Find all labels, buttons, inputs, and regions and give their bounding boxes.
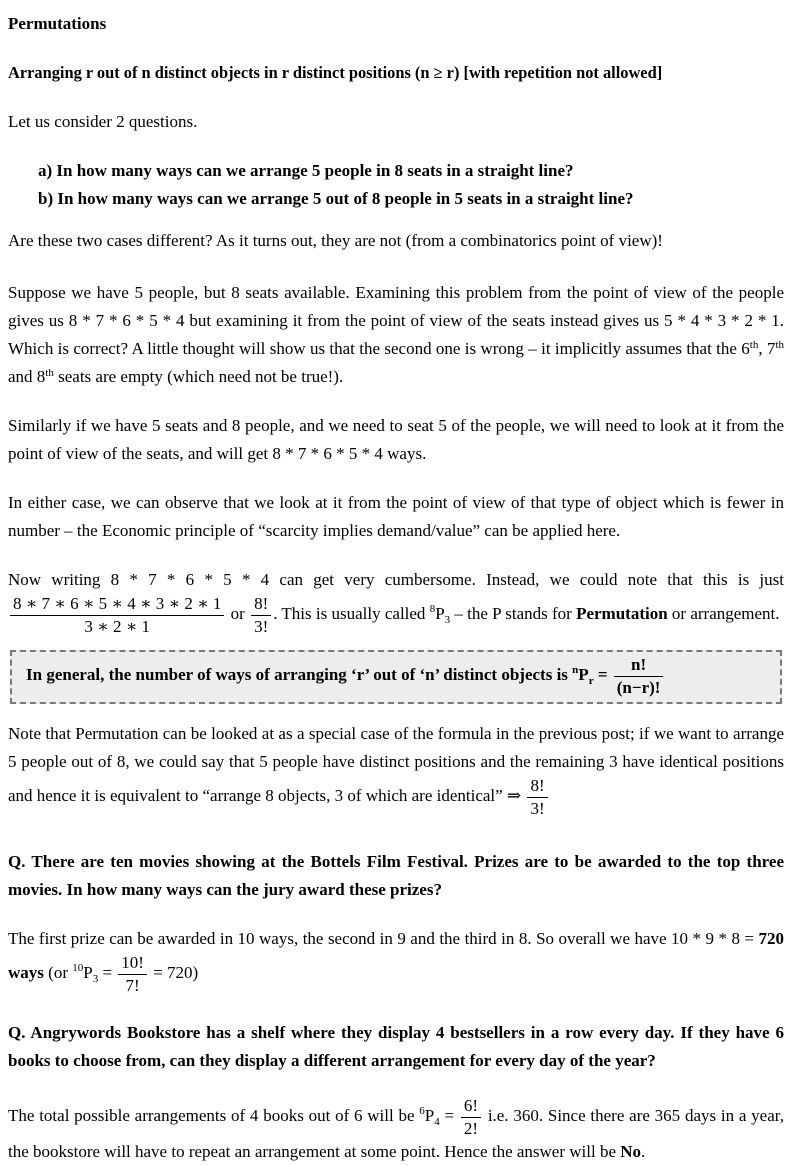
text-segment: (or bbox=[43, 963, 73, 983]
npr-subscript: 3 bbox=[444, 613, 451, 626]
npr-subscript: r bbox=[588, 675, 594, 688]
rule-text: In general, the number of ways of arranging ‘r’ out of ‘n’ distinct objects is bbox=[26, 665, 573, 685]
fraction-8-over-3 bbox=[251, 594, 271, 636]
emphasis-permutation: Permutation bbox=[576, 603, 668, 623]
paragraph-either-case: In either case, we can observe that we look at it from the point of view of that type of object which is fewer in number – the Economic principle of “scarcity implies demand/value” can be applied here. bbox=[8, 493, 784, 540]
emphasis-no: No bbox=[620, 1142, 642, 1162]
fraction-numerator: 8 ∗ 7 ∗ 6 ∗ 5 ∗ 4 ∗ 3 ∗ 2 ∗ 1 bbox=[10, 594, 224, 616]
fraction-numerator: 6! bbox=[461, 1096, 481, 1118]
fraction-n-over-n-minus-r bbox=[614, 655, 664, 697]
npr-base: P bbox=[435, 603, 445, 623]
npr-notation-8P3 bbox=[429, 602, 451, 626]
text-segment: The first prize can be awarded in 10 ways, the second in 9 and the third in 8. So overall we have 10 * 9 * 8 = bbox=[8, 929, 759, 949]
fraction-factorial-expansion bbox=[10, 594, 224, 636]
paragraph-different: Are these two cases different? As it turns out, they are not (from a combinatorics point of view)! bbox=[8, 231, 663, 250]
fraction-numerator: 10! bbox=[118, 953, 147, 975]
npr-superscript: 10 bbox=[72, 962, 84, 975]
text-segment: Suppose we have 5 people, but 8 seats available. Examining this problem from the point of view of the people gives us 8 * 7 * 6 * 5 * 4 but examining it from the point of view of the seats instead gives us 5 * 4 * 3 * 2 * 1. Which is correct? A little thought will show us that the second one is wrong – it implicitly assumes that the 6 bbox=[8, 283, 784, 358]
fraction-numerator: 8! bbox=[527, 776, 547, 798]
fraction-denominator: (n−r)! bbox=[616, 677, 661, 697]
equals-sign: = bbox=[593, 665, 612, 685]
text-segment: The total possible arrangements of 4 books out of 6 will be bbox=[8, 1106, 420, 1126]
fraction-numerator: n! bbox=[614, 655, 664, 677]
text-segment: seats are empty (which need not be true!). bbox=[53, 367, 344, 386]
text-segment: – the P stands for bbox=[450, 603, 577, 623]
section-heading: Arranging r out of n distinct objects in r distinct positions (n ≥ r) [with repetition not allowed] bbox=[8, 63, 663, 82]
ordinal-superscript: th bbox=[775, 339, 784, 351]
paragraph-consider: Let us consider 2 questions. bbox=[8, 112, 198, 131]
npr-base: P bbox=[578, 665, 589, 685]
npr-subscript: 4 bbox=[434, 1116, 440, 1129]
fraction-10-over-7 bbox=[118, 953, 147, 995]
equals-sign: = bbox=[98, 963, 117, 983]
answer-movies bbox=[8, 925, 784, 995]
answer-bookstore bbox=[8, 1096, 784, 1166]
npr-notation-10P3 bbox=[72, 962, 99, 986]
text-segment: i.e. 360. Since there are 365 days in a year, the bookstore will have to repeat an arrangement at some point. Hence the answer will be bbox=[8, 1106, 784, 1162]
ordinal-superscript: th bbox=[749, 339, 759, 351]
text-segment: or bbox=[226, 603, 250, 623]
npr-superscript: 6 bbox=[419, 1105, 425, 1118]
fraction-6-over-2 bbox=[461, 1096, 481, 1138]
fraction-denominator: 3 ∗ 2 ∗ 1 bbox=[84, 616, 150, 636]
npr-base: P bbox=[83, 963, 93, 983]
npr-notation-6P4 bbox=[419, 1105, 440, 1129]
npr-superscript: n bbox=[572, 664, 579, 677]
question-movies: Q. There are ten movies showing at the Bottels Film Festival. Prizes are to be awarded to the top three movies. In how many ways can the jury award these prizes? bbox=[8, 852, 784, 900]
emphasis-720-ways: 720 ways bbox=[8, 929, 784, 983]
paragraph-suppose bbox=[8, 279, 784, 391]
text-segment: or arrangement. bbox=[667, 603, 780, 623]
text-segment: . This is usually called bbox=[273, 603, 430, 623]
fraction-denominator: 3! bbox=[530, 798, 545, 818]
text-segment: = 720) bbox=[148, 963, 199, 983]
fraction-denominator: 3! bbox=[254, 616, 269, 636]
page-title: Permutations bbox=[8, 14, 107, 33]
general-rule-box bbox=[10, 650, 782, 704]
paragraph-now-writing bbox=[8, 566, 784, 636]
fraction-8-over-3 bbox=[527, 776, 547, 818]
text-segment: , 7 bbox=[758, 339, 776, 358]
question-bookstore: Q. Angrywords Bookstore has a shelf where they display 4 bestsellers in a row every day. If they have 6 books to choose from, can they display a different arrangement for every day of the year? bbox=[8, 1023, 784, 1071]
question-b: b) In how many ways can we arrange 5 out of 8 people in 5 seats in a straight line? bbox=[38, 189, 634, 208]
ordinal-superscript: th bbox=[45, 367, 54, 379]
fraction-numerator: 8! bbox=[251, 594, 271, 616]
question-list bbox=[8, 157, 784, 213]
paragraph-similarly: Similarly if we have 5 seats and 8 people, and we need to seat 5 of the people, we will need to look at it from the point of view of the seats, and will get 8 * 7 * 6 * 5 * 4 ways. bbox=[8, 416, 784, 463]
equals-sign: = bbox=[439, 1106, 459, 1126]
text-segment: Now writing 8 * 7 * 6 * 5 * 4 can get very cumbersome. Instead, we could note that this is just bbox=[8, 570, 784, 589]
fraction-denominator: 7! bbox=[125, 975, 140, 995]
text-segment: Note that Permutation can be looked at as a special case of the formula in the previous post; if we want to arrange 5 people out of 8, we could say that 5 people have distinct positions and the remaining 3 have identical positions and hence it is equivalent to “arrange 8 objects, 3 of which are identical” ⇒ bbox=[8, 724, 784, 806]
paragraph-note bbox=[8, 720, 784, 818]
fraction-denominator: 2! bbox=[463, 1118, 479, 1138]
npr-subscript: 3 bbox=[92, 973, 99, 986]
text-segment: and 8 bbox=[8, 367, 46, 386]
text-segment: . bbox=[641, 1142, 646, 1162]
question-a: a) In how many ways can we arrange 5 people in 8 seats in a straight line? bbox=[38, 161, 574, 180]
npr-superscript: 8 bbox=[429, 602, 436, 615]
npr-notation-nPr bbox=[572, 664, 594, 688]
npr-base: P bbox=[424, 1106, 435, 1126]
